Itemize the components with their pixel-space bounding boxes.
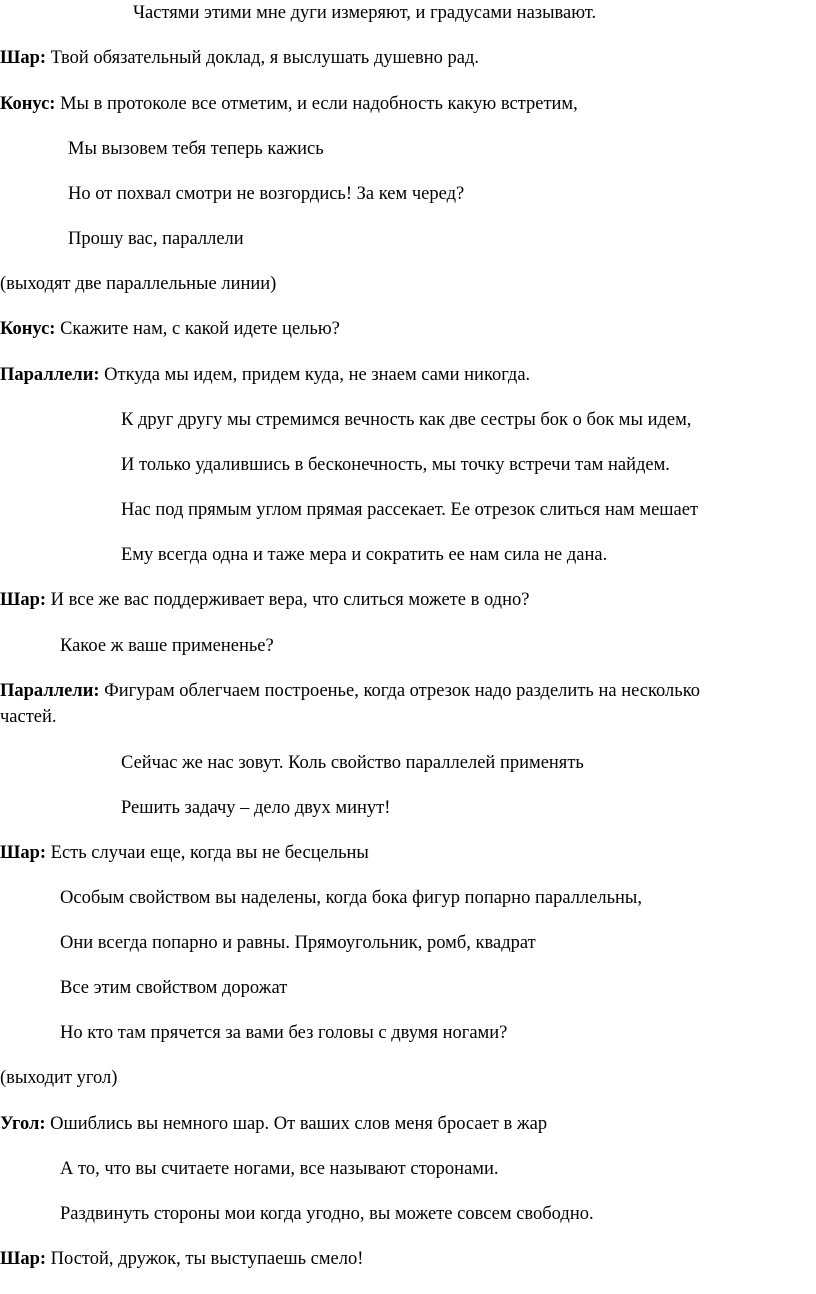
line-text: Раздвинуть стороны мои когда угодно, вы можете совсем свободно. [60, 1204, 594, 1224]
line-text: Скажите нам, с какой идете целью? [55, 319, 340, 339]
line-text: Какое ж ваше примененье? [60, 636, 274, 656]
text-line [121, 499, 698, 521]
dialogue-line [0, 842, 369, 864]
text-line [121, 454, 670, 476]
line-text: Решить задачу – дело двух минут! [121, 798, 391, 818]
line-text: Постой, дружок, ты выступаешь смело! [46, 1249, 364, 1269]
dialogue-line [0, 589, 529, 611]
dialogue-line [0, 680, 700, 702]
line-text: Прошу вас, параллели [68, 229, 244, 249]
line-text: Мы вызовем тебя теперь кажись [68, 139, 324, 159]
text-line [60, 1158, 499, 1180]
text-line [60, 932, 536, 954]
stage-direction [0, 1067, 117, 1089]
text-line [60, 887, 642, 909]
speaker-name: Шар: [0, 48, 47, 68]
speaker-name: Шар: [0, 1249, 47, 1269]
text-line [121, 544, 607, 566]
speaker-name: Угол: [0, 1114, 46, 1134]
line-text: Они всегда попарно и равны. Прямоугольник, ромб, квадрат [60, 933, 536, 953]
line-text: Нас под прямым углом прямая рассекает. Ее отрезок слиться нам мешает [121, 500, 699, 520]
line-text: Мы в протоколе все отметим, и если надобность какую встретим, [55, 94, 578, 114]
line-text: частей. [0, 707, 57, 727]
line-text: Все этим свойством дорожат [60, 978, 288, 998]
text-line [68, 183, 464, 205]
line-text: Есть случаи еще, когда вы не бесцельны [46, 843, 369, 863]
text-line [60, 1203, 594, 1225]
dialogue-line [0, 47, 479, 69]
speaker-name: Шар: [0, 843, 47, 863]
text-line [68, 138, 324, 160]
line-text: И только удалившись в бесконечность, мы точку встречи там найдем. [121, 455, 670, 475]
line-text: Ошиблись вы немного шар. От ваших слов меня бросает в жар [45, 1114, 548, 1134]
line-text: Но от похвал смотри не возгордись! За кем черед? [68, 184, 465, 204]
line-text: Ему всегда одна и таже мера и сократить ее нам сила не дана. [121, 545, 608, 565]
text-line [68, 228, 244, 250]
speaker-name: Параллели: [0, 365, 100, 385]
line-text: Откуда мы идем, придем куда, не знаем сами никогда. [99, 365, 531, 385]
line-text: (выходит угол) [0, 1068, 118, 1088]
line-text: К друг другу мы стремимся вечность как две сестры бок о бок мы идем, [121, 410, 692, 430]
line-text: Твой обязательный доклад, я выслушать душевно рад. [46, 48, 479, 68]
dialogue-line [0, 1113, 547, 1135]
line-text: А то, что вы считаете ногами, все называют сторонами. [60, 1159, 499, 1179]
text-line [121, 752, 584, 774]
dialogue-line [0, 318, 340, 340]
line-text: Особым свойством вы наделены, когда бока фигур попарно параллельны, [60, 888, 642, 908]
speaker-name: Конус: [0, 94, 56, 114]
text-line [133, 2, 596, 24]
dialogue-line [0, 1248, 363, 1270]
speaker-name: Шар: [0, 590, 47, 610]
text-line [121, 797, 390, 819]
speaker-name: Параллели: [0, 681, 100, 701]
stage-direction [0, 273, 276, 295]
line-text: Частями этими мне дуги измеряют, и градусами называют. [133, 3, 597, 23]
text-line [121, 409, 691, 431]
line-text: Но кто там прячется за вами без головы с двумя ногами? [60, 1023, 508, 1043]
text-line [60, 635, 274, 657]
dialogue-line [0, 364, 530, 386]
speaker-name: Конус: [0, 319, 56, 339]
text-line [0, 706, 57, 728]
text-line [60, 1022, 507, 1044]
line-text: Сейчас же нас зовут. Коль свойство параллелей применять [121, 753, 584, 773]
dialogue-line [0, 93, 578, 115]
line-text: (выходят две параллельные линии) [0, 274, 277, 294]
text-line [60, 977, 287, 999]
line-text: Фигурам облегчаем построенье, когда отрезок надо разделить на несколько [99, 681, 701, 701]
line-text: И все же вас поддерживает вера, что слиться можете в одно? [46, 590, 530, 610]
